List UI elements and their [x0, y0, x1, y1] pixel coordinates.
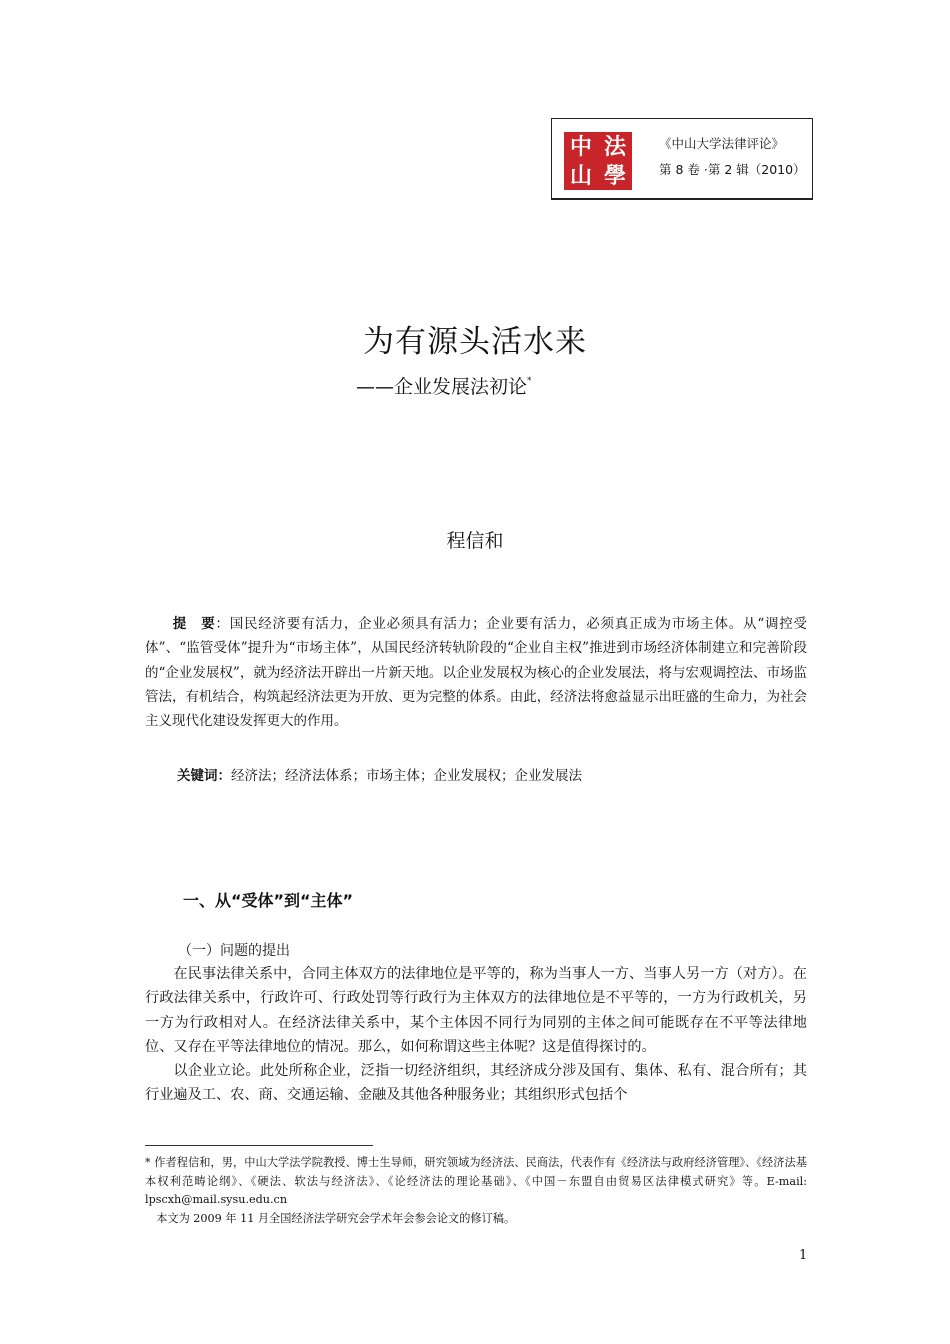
journal-volume: 第 8 卷 ·第 2 辑（2010）	[659, 162, 806, 177]
seal-glyph: 法	[603, 133, 626, 160]
seal-glyph: 學	[603, 162, 626, 189]
page-number: 1	[799, 1248, 808, 1263]
footnote-divider	[145, 1145, 373, 1146]
journal-header-box	[551, 118, 813, 200]
footnote-author: * 作者程信和，男，中山大学法学院教授、博士生导师，研究领域为经济法、民商法，代表作有《经济法与政府经济管理》、《经济法基本权利范畴论纲》、《硬法、软法与经济法》、《论经济法的理论基础》、《中国－东盟自由贸易区法律模式研究》等。E-mail: lpscxh@mail.sysu.edu.cn	[145, 1156, 807, 1206]
footnotes	[145, 1154, 807, 1228]
subtitle-text: ——企业发展法初论	[356, 376, 528, 398]
section-heading: 一、从“受体”到“主体”	[183, 891, 354, 910]
abstract	[145, 612, 807, 733]
footnote-mark[interactable]: *	[527, 376, 532, 386]
paper-title: 为有源头活水来	[363, 324, 587, 360]
body-paragraph: 以企业立论。此处所称企业，泛指一切经济组织，其经济成分涉及国有、集体、私有、混合所有；其行业遍及工、农、商、交通运输、金融及其他各种服务业；其组织形式包括个	[145, 1063, 807, 1104]
keywords-label: 关键词：	[177, 768, 231, 784]
body-paragraph: 在民事法律关系中，合同主体双方的法律地位是平等的，称为当事人一方、当事人另一方（对方）。在行政法律关系中，行政许可、行政处罚等行政行为主体双方的法律地位是不平等的，一方为行政机关，另一方为行政相对人。在经济法律关系中，某个主体因不同行为同别的主体之间可能既存在不平等法律地位、又存在平等法律地位的情况。那么，如何称谓这些主体呢？这是值得探讨的。	[145, 966, 807, 1055]
author-name: 程信和	[446, 530, 504, 552]
journal-name: 《中山大学法律评论》	[659, 136, 785, 151]
seal-glyph: 中	[569, 133, 592, 160]
body-text	[145, 962, 807, 1108]
journal-seal-logo	[564, 132, 632, 190]
sub-heading: （一）问题的提出	[178, 943, 290, 959]
keywords-text: 经济法；经济法体系；市场主体；企业发展权；企业发展法	[231, 768, 582, 784]
footnote-note: 本文为 2009 年 11 月全国经济法学研究会学术年会参会论文的修订稿。	[156, 1211, 516, 1225]
abstract-text: ：国民经济要有活力，企业必须具有活力；企业要有活力，必须真正成为市场主体。从“调控受体”、“监管受体”提升为“市场主体”，从国民经济转轨阶段的“企业自主权”推进到市场经济体制建立和完善阶段的“企业发展权”，就为经济法开辟出一片新天地。以企业发展权为核心的企业发展法，将与宏观调控法、市场监管法，有机结合，构筑起经济法更为开放、更为完整的体系。由此，经济法将愈益显示出旺盛的生命力，为社会主义现代化建设发挥更大的作用。	[145, 616, 807, 730]
abstract-label: 提 要	[172, 616, 216, 632]
journal-info	[659, 131, 806, 183]
paper-subtitle	[356, 372, 532, 399]
keywords	[177, 764, 582, 784]
seal-glyph: 山	[569, 162, 592, 189]
